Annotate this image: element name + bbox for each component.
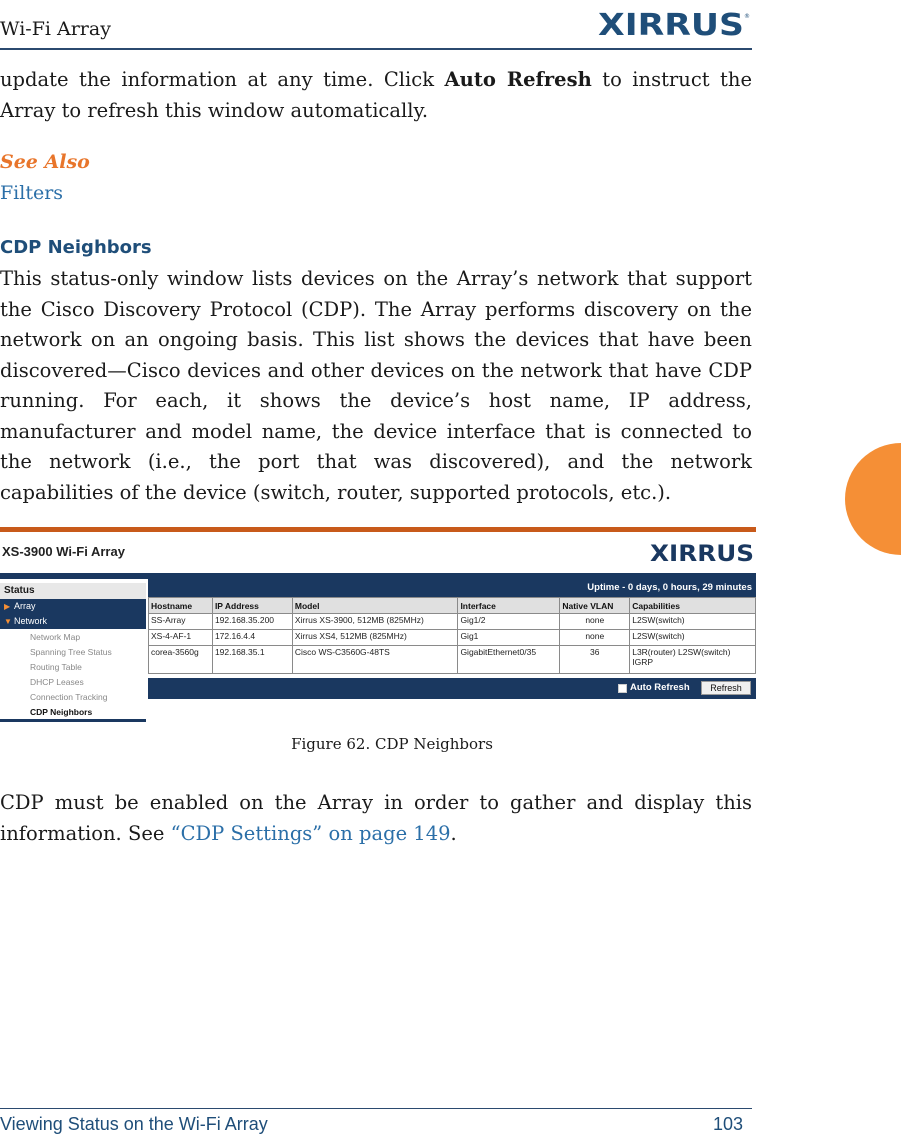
svg-text:XIRRUS: XIRRUS	[598, 8, 744, 40]
column-header[interactable]: Native VLAN	[560, 598, 630, 614]
table-cell: 192.168.35.1	[212, 646, 292, 674]
table-cell: L3R(router) L2SW(switch) IGRP	[630, 646, 756, 674]
sidebar-subitem-dhcp-leases[interactable]: DHCP Leases	[30, 677, 84, 687]
table-cell: Xirrus XS4, 512MB (825MHz)	[292, 630, 458, 646]
closing-paragraph: CDP must be enabled on the Array in order to gather and display this information. See “CDP Settings” on page 149.	[0, 791, 752, 845]
cdp-settings-link[interactable]: “CDP Settings” on page 149	[170, 821, 451, 845]
sidebar-status[interactable]: Status	[0, 583, 146, 599]
table-cell: Gig1/2	[458, 614, 560, 630]
auto-refresh-label: Auto Refresh	[630, 682, 690, 693]
column-header[interactable]: Model	[292, 598, 458, 614]
sidebar-item-network[interactable]: ▼ Network	[0, 614, 146, 629]
section-body: This status-only window lists devices on the Array’s network that support the Cisco Discovery Protocol (CDP). The Array performs discovery on the network on an ongoing basis. This list shows the devices that have been discovered—Cisco devices and other devices on the network that have CDP running. For each, it shows the device’s host name, IP address, manufacturer and model name, the device interface that is connected to the network (i.e., the port that was discovered), and the network capabilities of the device (switch, router, supported protocols, etc.).	[0, 267, 752, 504]
sidebar-subitem-routing-table[interactable]: Routing Table	[30, 662, 82, 672]
see-also-heading: See Also	[0, 151, 90, 173]
sidebar	[0, 579, 146, 725]
running-header-title: Wi-Fi Array	[0, 18, 111, 40]
sidebar-subitem-network-map[interactable]: Network Map	[30, 632, 81, 642]
column-header[interactable]: Interface	[458, 598, 560, 614]
xirrus-logo	[598, 8, 750, 40]
sidebar-bottom-rule	[0, 719, 146, 722]
table-row	[149, 614, 756, 630]
figure-caption: Figure 62. CDP Neighbors	[291, 735, 493, 753]
table-cell: none	[560, 614, 630, 630]
table-row	[149, 646, 756, 674]
chapter-tab-marker	[845, 443, 901, 555]
table-cell: Xirrus XS-3900, 512MB (825MHz)	[292, 614, 458, 630]
table-cell: GigabitEthernet0/35	[458, 646, 560, 674]
app-title: XS-3900 Wi-Fi Array	[2, 544, 125, 559]
sidebar-item-array[interactable]: ▶ Array	[0, 599, 146, 614]
table-cell: L2SW(switch)	[630, 614, 756, 630]
table-cell: 36	[560, 646, 630, 674]
table-cell: L2SW(switch)	[630, 630, 756, 646]
intro-paragraph: update the information at any time. Click Auto Refresh to instruct the Array to refresh this window automatically.	[0, 68, 752, 122]
caret-down-icon: ▼	[4, 617, 12, 626]
footer-section-title: Viewing Status on the Wi-Fi Array	[0, 1114, 268, 1134]
refresh-button[interactable]: Refresh	[701, 681, 751, 695]
table-footer-bar	[148, 678, 756, 699]
sidebar-subitem-spanning-tree[interactable]: Spanning Tree Status	[30, 647, 112, 657]
table-cell: none	[560, 630, 630, 646]
table-cell: XS-4-AF-1	[149, 630, 213, 646]
column-header[interactable]: Capabilities	[630, 598, 756, 614]
svg-text:®: ®	[744, 13, 750, 20]
svg-text:XIRRUS: XIRRUS	[650, 542, 754, 564]
table-row	[149, 630, 756, 646]
column-header[interactable]: IP Address	[212, 598, 292, 614]
auto-refresh-checkbox[interactable]	[618, 684, 627, 693]
section-heading: CDP Neighbors	[0, 237, 152, 258]
table-cell: 172.16.4.4	[212, 630, 292, 646]
column-header[interactable]: Hostname	[149, 598, 213, 614]
page-number: 103	[713, 1114, 744, 1134]
table-cell: corea-3560g	[149, 646, 213, 674]
cdp-neighbors-screenshot	[0, 527, 756, 725]
cdp-neighbors-table	[148, 597, 756, 674]
table-cell: 192.168.35.200	[212, 614, 292, 630]
caret-right-icon: ▶	[4, 602, 11, 611]
filters-link[interactable]: Filters	[0, 182, 64, 204]
sidebar-subitem-connection-tracking[interactable]: Connection Tracking	[30, 692, 108, 702]
footer-rule	[0, 1108, 752, 1109]
screenshot-top-bar	[0, 527, 756, 532]
table-cell: Gig1	[458, 630, 560, 646]
screenshot-logo	[650, 540, 756, 564]
header-rule	[0, 48, 752, 50]
table-cell: Cisco WS-C3560G-48TS	[292, 646, 458, 674]
sidebar-subitem-cdp-neighbors[interactable]: CDP Neighbors	[30, 707, 93, 717]
uptime-bar: Uptime - 0 days, 0 hours, 29 minutes	[148, 579, 756, 597]
table-cell: SS-Array	[149, 614, 213, 630]
